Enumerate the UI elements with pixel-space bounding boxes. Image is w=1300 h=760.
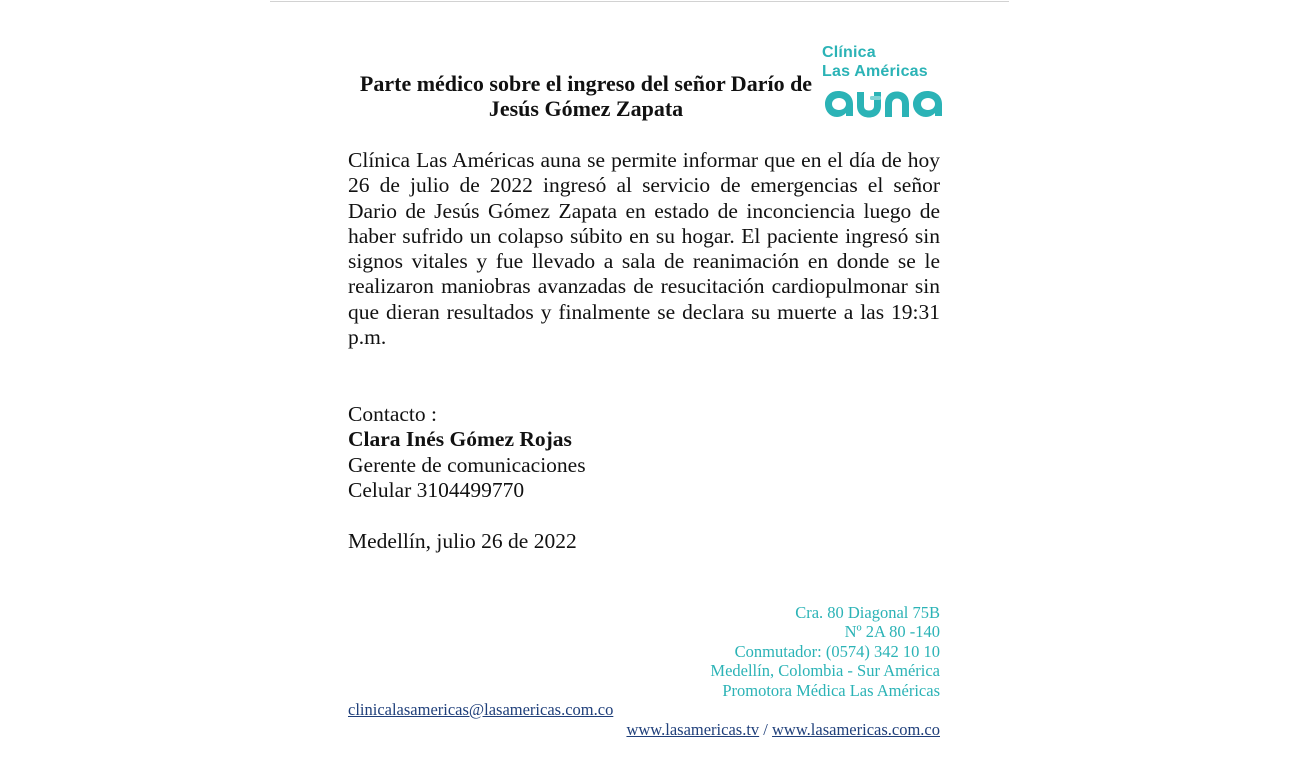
- contact-role: Gerente de comunicaciones: [348, 452, 586, 477]
- footer-address: [520, 603, 940, 700]
- contact-phone: Celular 3104499770: [348, 477, 525, 502]
- email-link[interactable]: clinicalasamericas@lasamericas.com.co: [348, 700, 614, 719]
- logo-line-clinica: Clínica: [822, 44, 876, 61]
- website-link-tv[interactable]: www.lasamericas.tv: [626, 720, 760, 739]
- address-line: Nº 2A 80 -140: [844, 622, 940, 642]
- date-line: Medellín, julio 26 de 2022: [348, 529, 577, 553]
- contact-block: [348, 402, 748, 503]
- logo-line-las-americas: Las Américas: [822, 63, 928, 80]
- document-body: Clínica Las Américas auna se permite informar que en el día de hoy 26 de julio de 2022 ingresó al servicio de emergencias el señor Dario de Jesús Gómez Zapata en estado de inconciencia luego de haber sufrido un colapso súbito en su hogar. El paciente ingresó sin signos vitales y fue llevado a sala de reanimación en donde se le realizaron maniobras avanzadas de resucitación cardiopulmonar sin que dieran resultados y finalmente se declara su muerte a las 19:31 p.m.: [348, 148, 940, 350]
- auna-wordmark-logo: [824, 87, 942, 119]
- address-line: Medellín, Colombia - Sur América: [710, 661, 940, 681]
- contact-name: Clara Inés Gómez Rojas: [348, 427, 572, 452]
- address-line: Cra. 80 Diagonal 75B: [795, 603, 940, 622]
- website-link-com[interactable]: www.lasamericas.com.co: [772, 720, 940, 739]
- document-title: Parte médico sobre el ingreso del señor Darío de Jesús Gómez Zapata: [359, 71, 813, 121]
- web-links: [626, 720, 940, 740]
- address-line: Conmutador: (0574) 342 10 10: [734, 641, 940, 661]
- clinic-logo: [822, 43, 942, 81]
- address-line: Promotora Médica Las Américas: [722, 680, 940, 700]
- web-link-separator: /: [759, 720, 772, 739]
- top-divider: [270, 1, 1009, 2]
- contact-label: Contacto :: [348, 402, 437, 426]
